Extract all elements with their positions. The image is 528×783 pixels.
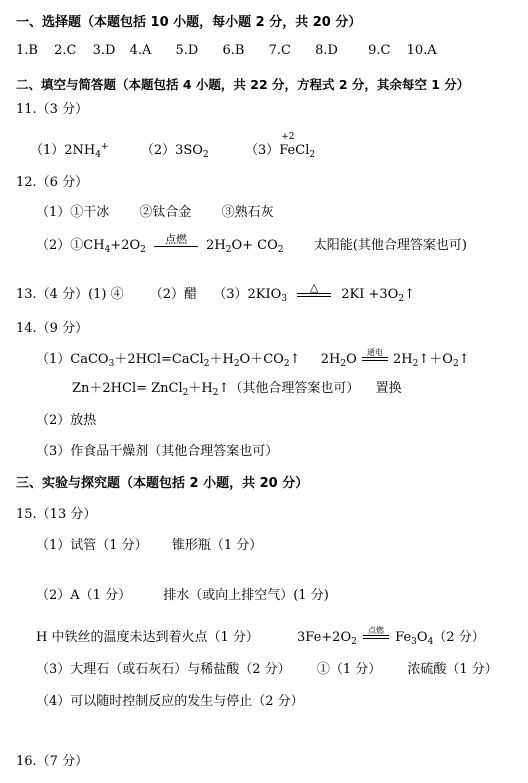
q16-head: 16.（7 分） [16, 754, 89, 769]
q11-a3-formula [279, 132, 296, 160]
q12-line-2 [36, 232, 467, 259]
q15-l3-c: Fe [395, 630, 412, 645]
q14-l1-c: ＋H [209, 352, 234, 367]
answer-3: 3.D [92, 43, 116, 58]
q14-l1-a-sub: 3 [108, 359, 115, 369]
q14-l1-e: ↑ [289, 352, 301, 367]
q13-line [16, 281, 415, 308]
q13-arrow: ↑ [404, 287, 415, 302]
answer-9: 9.C [368, 43, 391, 58]
q13-c: （3）2KIO [213, 287, 282, 302]
section-2-title: 二、填空与简答题（本题包括 4 小题，共 22 分，方程式 2 分，其余每空 1 分） [16, 77, 470, 92]
q12-line-1 [36, 204, 274, 222]
q15-l3-c-sub2: 4 [427, 637, 434, 647]
answer-5: 5.D [175, 43, 199, 58]
q15-l1-a: （1）试管（1 分） [36, 538, 148, 553]
q12-cond-label: 点燃 [165, 232, 187, 246]
q15-l4-a: （3）大理石（或石灰石）与稀盐酸（2 分） [36, 662, 291, 677]
answer-2: 2.C [54, 43, 77, 58]
q14-line-1 [36, 348, 470, 373]
q14-l2-c: ↑（其他合理答案也可） [218, 381, 360, 396]
q12-l2-b-sub: 2 [140, 245, 146, 255]
answer-8: 8.D [315, 43, 338, 58]
q11-a3-cl: Cl [295, 143, 310, 158]
q12-l2-b: +2O [110, 238, 141, 253]
q13-d: 2KI +3O [341, 287, 399, 302]
q14-l1-i: ↑＋O [418, 352, 453, 367]
q12-l1-a: （1）①干冰 [36, 205, 110, 220]
valence-label: +2 [281, 132, 295, 142]
reaction-condition [297, 282, 331, 297]
q15-line-5: （4）可以随时控制反应的发生与停止（2 分） [36, 694, 304, 709]
q11-answers [30, 132, 316, 164]
section-3-title: 三、实验与探究题（本题包括 2 小题，共 20 分） [16, 476, 309, 491]
section-1-answers [16, 42, 437, 60]
answer-6: 6.B [222, 43, 245, 58]
q12-l1-b: ②钛合金 [139, 205, 192, 220]
q14-l1-a: （1）CaCO [36, 352, 109, 367]
q14-l1-h-sub: 2 [412, 359, 419, 369]
q14-l1-i-sub: 2 [452, 359, 459, 369]
q14-head: 14.（9 分） [16, 321, 89, 336]
q15-l3-a: H 中铁丝的温度未达到着火点（1 分） [36, 630, 259, 645]
q14-l1-b: ＋2HCl=CaCl [114, 352, 204, 367]
q11-a1: （1）2NH [30, 143, 96, 158]
q13-a: 13.（4 分）(1) ④ [16, 287, 124, 302]
q11-head: 11.（3 分） [16, 102, 89, 117]
answer-1: 1.B [16, 43, 38, 58]
q15-l3-d: O [416, 630, 428, 645]
q12-l2-d: O+ CO [231, 238, 278, 253]
q12-l2-d-sub: 2 [277, 245, 284, 255]
reaction-condition [362, 348, 388, 361]
q12-l2-a-sub: 4 [104, 245, 111, 255]
q15-l3-e: （2 分） [433, 630, 485, 645]
q14-l1-g: O [346, 352, 357, 367]
q15-l4-c: 浓硫酸（1 分） [407, 662, 498, 677]
q14-line-2 [72, 380, 402, 402]
q11-a2-sub: 2 [202, 150, 209, 160]
double-line [363, 635, 389, 639]
q14-l2-d: 置换 [375, 381, 402, 396]
double-line [362, 357, 388, 361]
q15-l2-a: （2）A（1 分） [36, 588, 132, 603]
q11-a2: （2）3SO [140, 143, 203, 158]
q12-l1-c: ③熟石灰 [221, 205, 274, 220]
q14-l1-f: 2H [320, 352, 341, 367]
q15-line-4 [36, 661, 498, 679]
q12-l2-e: 太阳能(其他合理答案也可) [313, 238, 467, 253]
q14-l1-h: 2H [393, 352, 413, 367]
q15-cond-label: 点燃 [368, 626, 384, 635]
q14-l2-a-sub: 2 [182, 388, 189, 398]
q14-l1-j: ↑ [458, 352, 470, 367]
q15-l1-b: 锥形瓶（1 分） [171, 538, 263, 553]
q15-line-1 [36, 537, 262, 555]
section-1-title: 一、选择题（本题包括 10 小题，每小题 2 分，共 20 分） [16, 15, 362, 30]
q14-l1-c-sub: 2 [233, 359, 240, 369]
reaction-condition [363, 626, 389, 639]
q15-l3-c-sub1: 3 [411, 637, 417, 647]
q13-b: （2）醋 [149, 287, 198, 302]
q11-a1-sub: 4 [95, 150, 101, 160]
q15-l3-b: 3Fe+2O [297, 630, 352, 645]
q11-a3: （3） [244, 143, 280, 158]
q14-line-3: （2）放热 [36, 413, 97, 428]
q15-line-3 [36, 626, 485, 651]
q14-l2-b-sub: 2 [212, 388, 219, 398]
q14-line-4: （3）作食品干燥剂（其他合理答案也可） [36, 444, 279, 459]
q12-l2-c-sub: 2 [225, 245, 232, 255]
q15-l3-b-sub: 2 [351, 637, 357, 647]
q14-l2-a: Zn＋2HCl= ZnCl [72, 381, 183, 396]
q14-l1-f-sub: 2 [340, 359, 347, 369]
q13-c-sub: 3 [281, 294, 287, 304]
q14-l1-b-sub: 2 [203, 359, 210, 369]
reaction-condition [154, 233, 198, 247]
q11-a3-fe: Fe [279, 143, 296, 158]
q14-l2-b: ＋H [188, 381, 213, 396]
q15-head: 15.（13 分） [16, 507, 97, 522]
q12-l2-c: 2H [206, 238, 226, 253]
q12-head: 12.（6 分） [16, 175, 89, 190]
q15-line-2 [36, 587, 329, 605]
q14-l1-d: O＋CO [239, 352, 284, 367]
answer-4: 4.A [129, 43, 152, 58]
q11-a3-sub: 2 [309, 150, 316, 160]
q14-l1-d-sub: 2 [283, 359, 290, 369]
q11-a1-sup: + [101, 142, 109, 152]
answer-10: 10.A [406, 43, 437, 58]
q13-d-sub: 2 [398, 294, 405, 304]
q15-l2-b: 排水（或向上排空气）(1 分) [163, 588, 329, 603]
q12-l2-a: （2）①CH [36, 238, 105, 253]
heat-symbol: △ [309, 281, 319, 294]
q14-cond-label: 通电 [366, 348, 383, 357]
answer-7: 7.C [268, 43, 291, 58]
q15-l4-b: ①（1 分） [316, 662, 382, 677]
